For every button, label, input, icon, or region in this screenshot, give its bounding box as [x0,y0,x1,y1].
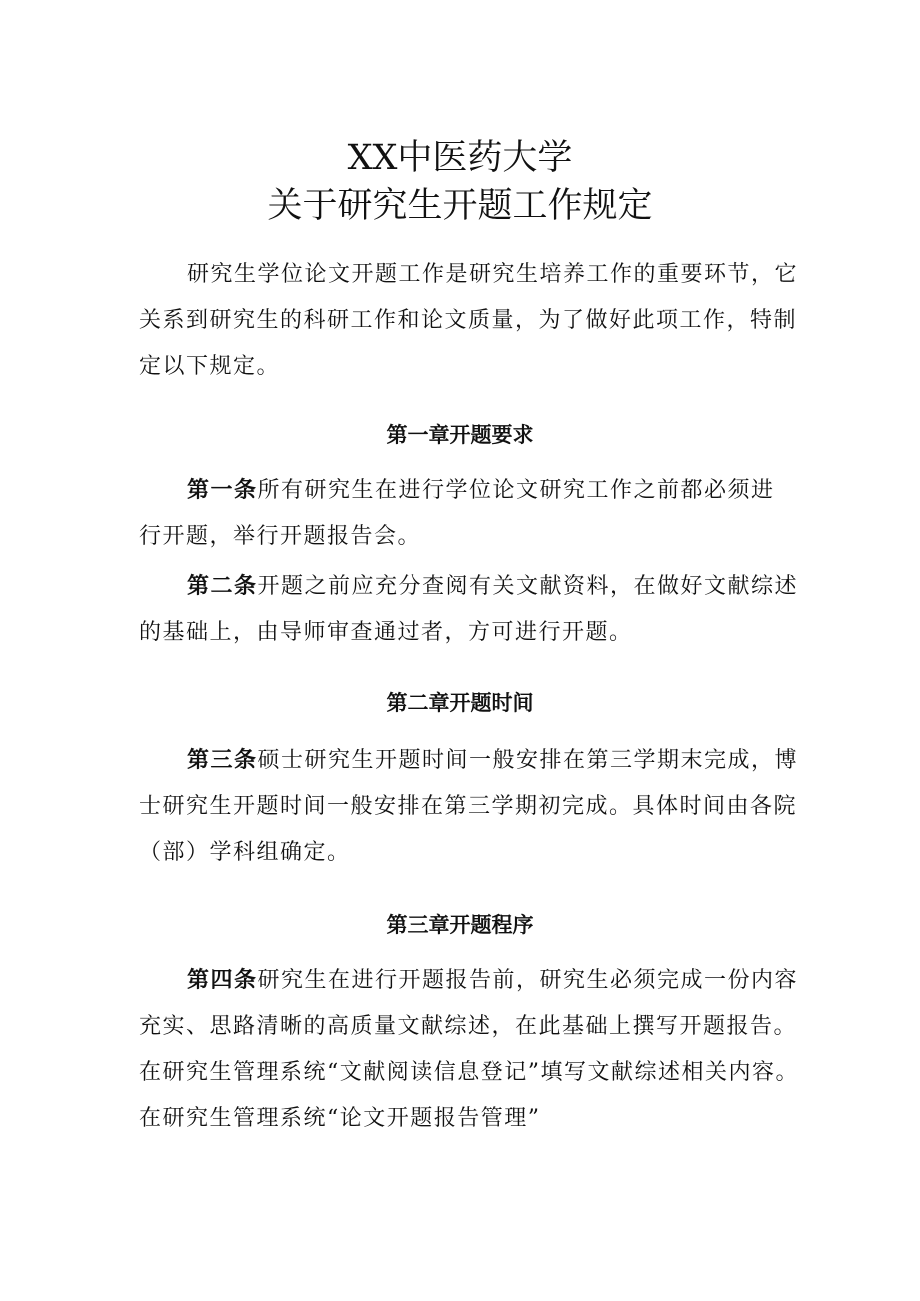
paragraph-line [139,564,799,610]
article-2 [139,564,799,656]
document-title-regulation: 关于研究生开题工作规定 [267,186,653,226]
document-title-university: XX中医药大学 [347,138,573,178]
paragraph-line: 定以下规定。 [139,354,281,379]
paragraph-line: 士研究生开题时间一般安排在第三学期初完成。具体时间由各院 [139,794,798,819]
paragraph-line [139,958,799,1004]
chapter-heading-2: 第二章开题时间 [386,691,534,715]
article-text: 开题之前应充分查阅有关文献资料，在做好文献综述 [257,574,799,599]
article-label: 第二条 [187,574,258,599]
article-4 [139,958,799,1142]
chapter-heading-3: 第三章开题程序 [386,913,534,937]
article-label: 第一条 [187,478,258,503]
article-text: 研究生在进行开题报告前，研究生必须完成一份内容 [257,968,799,993]
paragraph-line: 关系到研究生的科研工作和论文质量，为了做好此项工作，特制 [139,308,798,333]
article-3 [139,738,799,876]
paragraph-line: 在研究生管理系统“论文开题报告管理” [139,1106,541,1131]
paragraph-line: 在研究生管理系统“文献阅读信息登记”填写文献综述相关内容。 [139,1060,799,1085]
paragraph-line: 的基础上，由导师审查通过者，方可进行开题。 [139,620,633,645]
chapter-heading-1: 第一章开题要求 [386,423,534,447]
paragraph-line [139,468,799,514]
intro-paragraph [139,252,799,390]
article-label: 第四条 [187,968,258,993]
paragraph-line: 行开题，举行开题报告会。 [139,524,422,549]
paragraph-line: 研究生学位论文开题工作是研究生培养工作的重要环节，它 [187,262,799,287]
paragraph-line: （部）学科组确定。 [139,840,351,865]
article-text: 硕士研究生开题时间一般安排在第三学期末完成，博 [257,748,799,773]
article-label: 第三条 [187,748,258,773]
paragraph-line: 充实、思路清晰的高质量文献综述，在此基础上撰写开题报告。 [139,1014,798,1039]
article-1 [139,468,799,560]
article-text: 所有研究生在进行学位论文研究工作之前都必须进 [257,478,775,503]
paragraph-line [139,738,799,784]
